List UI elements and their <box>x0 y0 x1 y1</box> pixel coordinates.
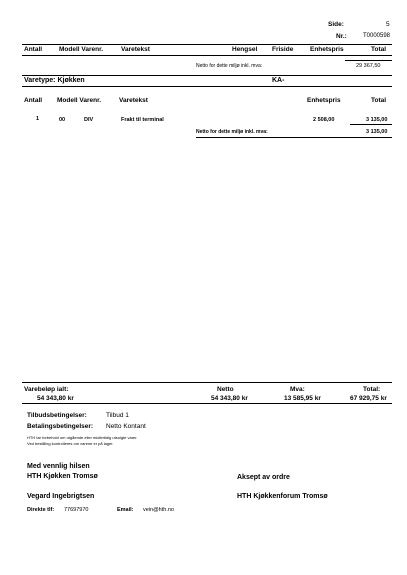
col-antall: Antall <box>24 46 43 53</box>
total-label: Total: <box>363 386 381 393</box>
phone-label: Direkte tlf: <box>27 507 55 513</box>
col-hengsel: Hengsel <box>232 46 258 53</box>
table1-header-rule <box>22 55 392 56</box>
accept-company: HTH Kjøkkenforum Tromsø <box>237 493 328 500</box>
section-bottom-rule <box>22 86 392 87</box>
tilbud-value: Tilbud 1 <box>106 412 129 419</box>
signer-name: Vegard Ingebrigtsen <box>27 493 95 500</box>
totals-bottom-rule <box>22 403 392 404</box>
row-tekst: Frakt til terminal <box>121 117 164 123</box>
terms-note-1: HTH tar forbehold om utgående eller midlertidig utsolgte varer. <box>27 435 138 440</box>
row-varenr: DIV <box>84 117 94 123</box>
table1-netto-rule <box>345 60 392 61</box>
total-value: 67 929,75 kr <box>350 395 387 402</box>
table2-netto-rule <box>196 137 392 138</box>
email-value: vein@hth.no <box>143 507 174 513</box>
terms-note-2: Ved bestilling kontrolleres om varene er på lager. <box>27 441 114 446</box>
accept-label: Aksept av ordre <box>237 474 290 481</box>
col-enhetspris: Enhetspris <box>310 46 344 53</box>
row-total: 3 135,00 <box>366 117 388 123</box>
t2-col-antall: Antall <box>24 97 43 104</box>
varebelop-value: 54 343,80 kr <box>37 395 74 402</box>
nr-label: Nr.: <box>336 33 347 40</box>
table2-netto-label: Netto for dette miljø inkl. mva: <box>196 129 268 135</box>
table1-netto-value: 29 367,50 <box>356 63 381 69</box>
row-enhetspris: 2 508,00 <box>313 117 335 123</box>
totals-top-rule <box>22 382 392 383</box>
netto-value: 54 343,80 kr <box>211 395 248 402</box>
mva-value: 13 585,95 kr <box>284 395 321 402</box>
col-total: Total <box>371 46 387 53</box>
row-antall: 1 <box>36 116 40 122</box>
section-code: KA- <box>272 77 285 84</box>
betaling-value: Netto Kontant <box>106 423 146 430</box>
col-varetekst: Varetekst <box>121 46 150 53</box>
closing-company: HTH Kjøkken Tromsø <box>27 473 98 480</box>
varebelop-label: Varebeløp ialt: <box>24 386 69 393</box>
table2-row-rule <box>350 124 392 125</box>
row-modell: 00 <box>59 117 66 123</box>
netto-label: Netto <box>217 386 234 393</box>
t2-col-total: Total <box>371 97 387 104</box>
table1-netto-label: Netto for dette miljø inkl. mva: <box>196 63 263 69</box>
section-label: Varetype: Kjøkken <box>24 77 85 84</box>
t2-col-enhetspris: Enhetspris <box>307 97 341 104</box>
col-modell-varenr: Modell Varenr. <box>59 46 104 53</box>
col-friside: Friside <box>272 46 294 53</box>
greeting: Med vennlig hilsen <box>27 463 90 470</box>
section-top-rule <box>22 75 392 76</box>
t2-col-modell-varenr: Modell Varenr. <box>57 97 102 104</box>
table1-top-rule <box>22 44 392 45</box>
side-label: Side: <box>328 21 344 28</box>
table2-netto-value: 3 135,00 <box>366 129 388 135</box>
tilbud-label: Tilbudsbetingelser: <box>27 412 87 419</box>
phone-value: 77697970 <box>64 507 89 513</box>
betaling-label: Betalingsbetingelser: <box>27 423 94 430</box>
nr-value: T0000598 <box>363 33 391 39</box>
email-label: Email: <box>117 507 134 513</box>
mva-label: Mva: <box>290 386 305 393</box>
side-value: 5 <box>386 21 390 28</box>
t2-col-varetekst: Varetekst <box>119 97 148 104</box>
